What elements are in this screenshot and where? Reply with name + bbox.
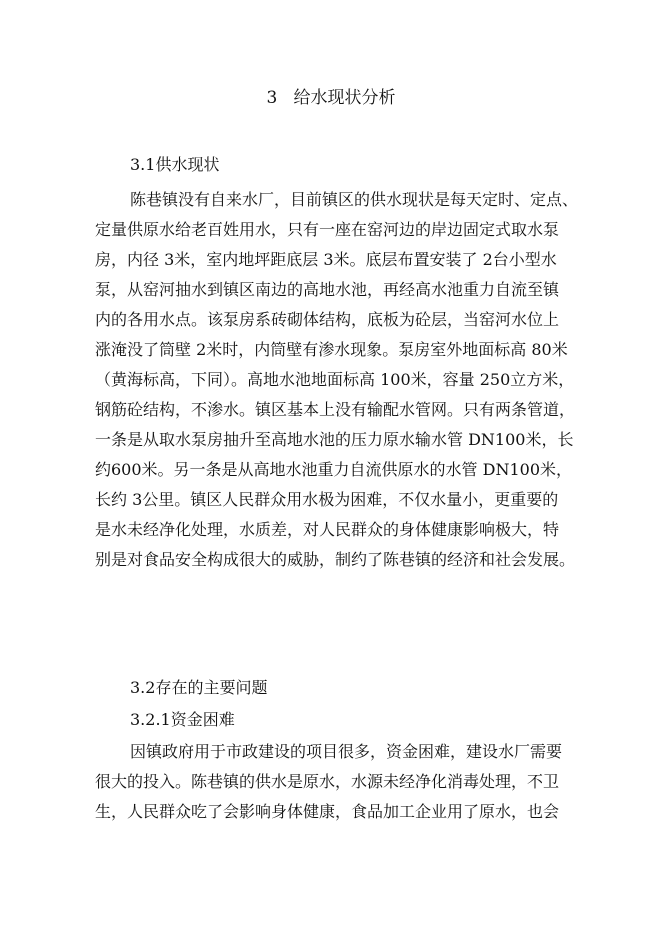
section-3-1-paragraph	[95, 185, 655, 575]
paragraph-line: 陈巷镇没有自来水厂，目前镇区的供水现状是每天定时、定点、	[130, 190, 579, 209]
section-3-1-title: 3.1供水现状	[130, 155, 220, 174]
paragraph-line: 生，人民群众吃了会影响身体健康，食品加工企业用了原水，也会	[95, 802, 560, 821]
section-3-2-title: 3.2存在的主要问题	[130, 678, 268, 697]
paragraph-line: 是水未经净化处理，水质差，对人民群众的身体健康影响极大，特	[95, 520, 560, 539]
paragraph-line: 涨淹没了筒壁 2米时，内筒壁有渗水现象。泵房室外地面标高 80米	[95, 340, 568, 359]
section-3-2-1-title: 3.2.1资金困难	[130, 710, 235, 729]
paragraph-line: 一条是从取水泵房抽升至高地水池的压力原水输水管 DN100米，长	[95, 430, 574, 449]
section-3-2-1-paragraph	[95, 737, 655, 827]
paragraph-line: 泵，从窑河抽水到镇区南边的高地水池，再经高水池重力自流至镇	[95, 280, 560, 299]
paragraph-line: 房，内径 3米，室内地坪距底层 3米。底层布置安装了 2台小型水	[95, 250, 557, 269]
paragraph-line: 内的各用水点。该泵房系砖砌体结构，底板为砼层，当窑河水位上	[95, 310, 560, 329]
paragraph-line: 约600米。另一条是从高地水池重力自流供原水的水管 DN100米，	[95, 460, 572, 479]
paragraph-line: （黄海标高，下同）。高地水池地面标高 100米，容量 250立方米，	[95, 370, 575, 389]
paragraph-line: 定量供原水给老百姓用水，只有一座在窑河边的岸边固定式取水泵	[95, 220, 560, 239]
paragraph-line: 别是对食品安全构成很大的威胁，制约了陈巷镇的经济和社会发展。	[95, 550, 576, 569]
paragraph-line: 很大的投入。陈巷镇的供水是原水，水源未经净化消毒处理，不卫	[95, 772, 560, 791]
chapter-heading: 3 给水现状分析	[266, 88, 396, 108]
paragraph-line: 钢筋砼结构，不渗水。镇区基本上没有输配水管网。只有两条管道，	[95, 400, 576, 419]
paragraph-line: 因镇政府用于市政建设的项目很多，资金困难，建设水厂需要	[130, 742, 563, 761]
paragraph-line: 长约 3公里。镇区人民群众用水极为困难，不仅水量小，更重要的	[95, 490, 559, 509]
